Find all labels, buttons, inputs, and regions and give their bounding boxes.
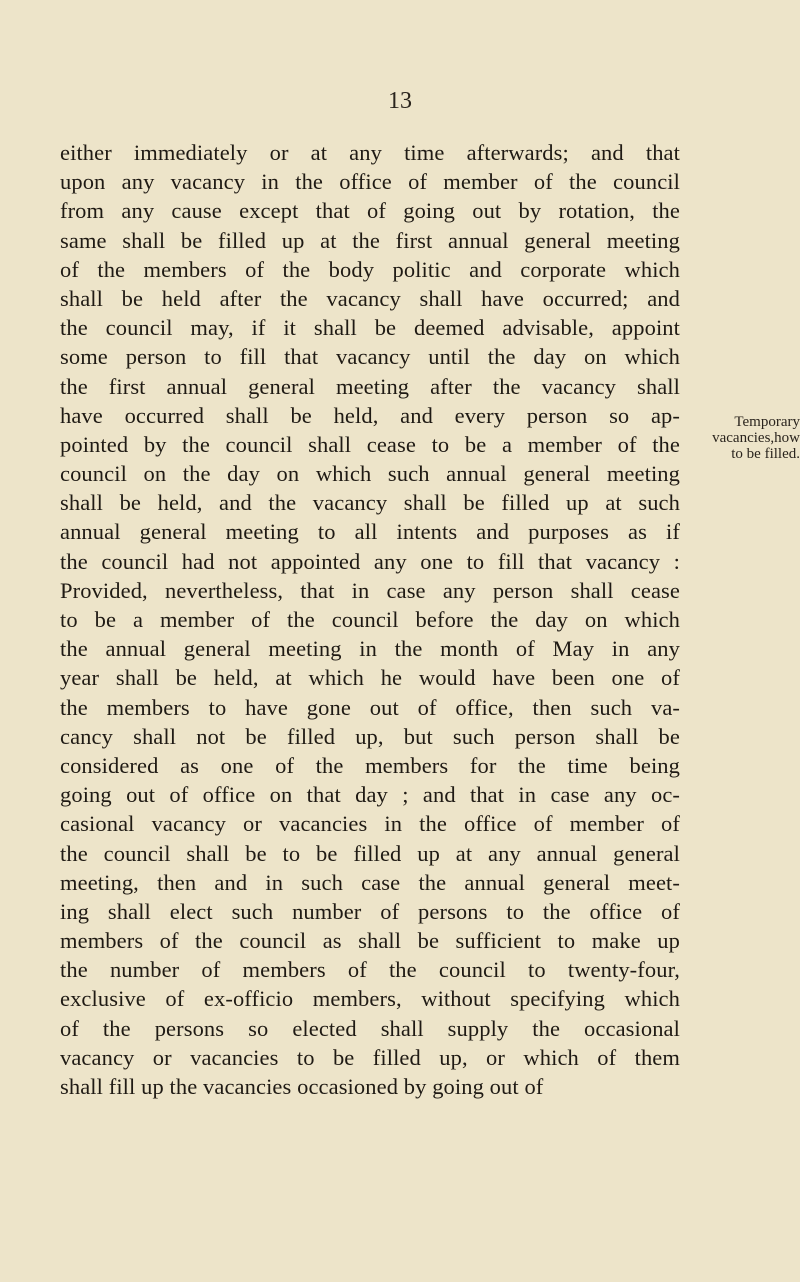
text-line: meeting, then and in such case the annual general meet-: [60, 869, 680, 895]
text-line: of the members of the body politic and corporate which: [60, 256, 680, 282]
page-number: 13: [388, 88, 412, 114]
text-line: the number of members of the council to twenty-four,: [60, 957, 680, 983]
text-line: shall be held after the vacancy shall have occurred; and: [60, 285, 680, 311]
text-line: to be a member of the council before the day on which: [60, 607, 680, 632]
text-line: cancy shall not be filled up, but such person shall be: [60, 723, 680, 749]
text-line: considered as one of the members for the time being: [60, 752, 680, 778]
text-line: the council may, if it shall be deemed advisable, appoint: [60, 315, 680, 341]
text-line: year shall be held, at which he would have been one of: [60, 665, 680, 691]
text-line: upon any vacancy in the office of member of the council: [60, 169, 680, 195]
text-line: some person to fill that vacancy until the day on which: [60, 344, 680, 370]
text-line: council on the day on which such annual general meeting: [60, 461, 680, 487]
text-line: the annual general meeting in the month of May in any: [60, 636, 680, 662]
margin-note-line: Temporary: [734, 414, 800, 430]
text-line: the members to have gone out of office, then such va-: [60, 694, 680, 720]
text-line: going out of office on that day ; and that in case any oc-: [60, 782, 680, 808]
text-line: pointed by the council shall cease to be a member of the: [60, 431, 680, 457]
text-line: members of the council as shall be sufficient to make up: [60, 928, 680, 954]
text-line: vacancy or vacancies to be filled up, or which of them: [60, 1044, 680, 1070]
margin-note-line: to be filled.: [731, 446, 800, 462]
text-line: shall fill up the vacancies occasioned by going out of: [60, 1074, 544, 1099]
text-line: the council had not appointed any one to fill that vacancy :: [60, 548, 680, 574]
text-line: annual general meeting to all intents and purposes as if: [60, 519, 680, 545]
text-line: Provided, nevertheless, that in case any person shall cease: [60, 577, 680, 603]
text-line: same shall be filled up at the first annual general meeting: [60, 227, 680, 253]
text-line: have occurred shall be held, and every person so ap-: [60, 402, 680, 428]
text-line: the first annual general meeting after the vacancy shall: [60, 373, 680, 399]
text-line: from any cause except that of going out by rotation, the: [60, 198, 680, 224]
text-line: ing shall elect such number of persons to the office of: [60, 898, 680, 924]
text-line: the council shall be to be filled up at any annual general: [60, 840, 680, 866]
text-line: either immediately or at any time afterwards; and that: [60, 140, 680, 165]
margin-note: [688, 414, 800, 462]
text-line: exclusive of ex-officio members, without specifying which: [60, 986, 680, 1012]
text-line: of the persons so elected shall supply the occasional: [60, 1015, 680, 1041]
margin-note-line: vacancies,how: [712, 430, 800, 446]
text-line: shall be held, and the vacancy shall be filled up at such: [60, 490, 680, 516]
body-text: [60, 138, 680, 1101]
text-line: casional vacancy or vacancies in the office of member of: [60, 811, 680, 837]
